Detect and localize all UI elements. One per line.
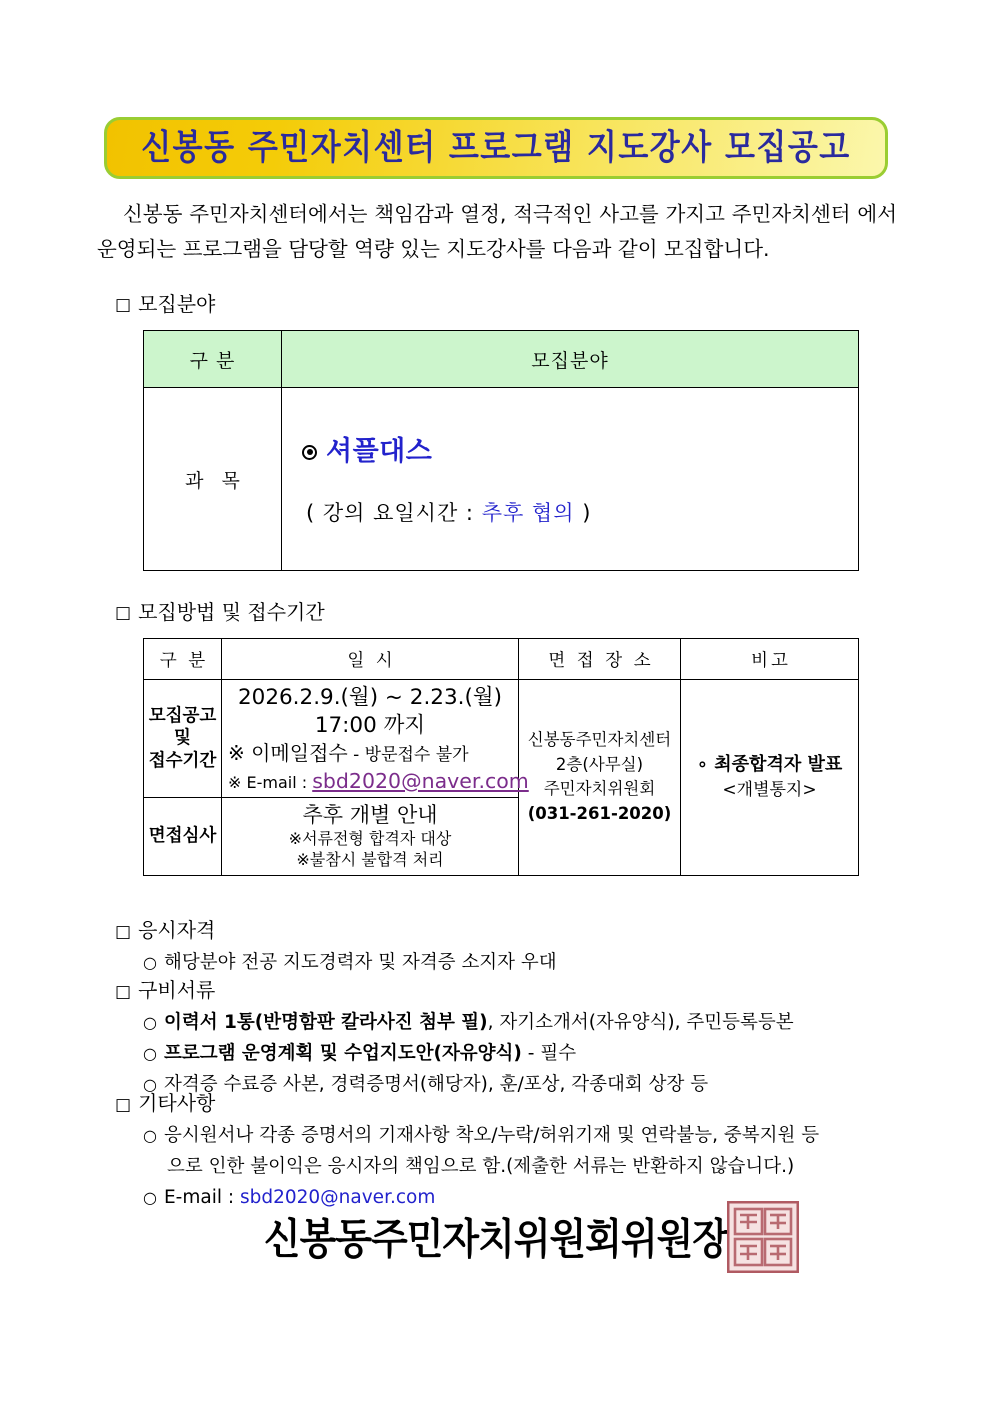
page-title: 신봉동 주민자치센터 프로그램 지도강사 모집공고 [141, 127, 851, 168]
td-application-period [222, 680, 529, 798]
intro-line-1: 신봉동 주민자치센터에서는 책임감과 열정, 적극적인 사고를 가지고 주민자치센터 [123, 202, 851, 226]
td-notice-period-label [144, 680, 222, 798]
circle-bullet-icon: ○ [143, 1126, 157, 1145]
td-interview-detail [222, 797, 519, 875]
document-item-3-rest: 자격증 수료증 사본, 경력증명서(해당자), 훈/포상, 각종대회 상장 등 [163, 1074, 709, 1095]
title-banner [104, 117, 888, 179]
place-line-1: 신봉동주민자치센터 [527, 729, 672, 749]
contact-email-value[interactable]: sbd2020@naver.com [239, 1187, 436, 1208]
list-item [115, 1038, 905, 1069]
th-interview-place: 면 접 장 소 [519, 639, 681, 680]
section5-heading-label: 기타사항 [138, 1091, 216, 1115]
section1-heading-label: 모집분야 [138, 292, 216, 316]
signature-text: 신봉동주민자치위원회위원장 [263, 1215, 729, 1264]
list-item [115, 1007, 905, 1038]
application-method-rest: - 방문접수 불가 [347, 744, 469, 765]
section3-heading [115, 915, 905, 947]
interview-main-text: 추후 개별 안내 [302, 802, 438, 827]
square-bullet-icon: □ [115, 1095, 132, 1115]
table-row [144, 639, 859, 680]
section-other-matters [115, 1088, 905, 1213]
section-heading-method-period [115, 600, 325, 624]
document-item-2-rest: - 필수 [521, 1043, 577, 1064]
remarks-text: 최종합격자 발표 [714, 754, 843, 776]
section-heading-recruit-field [115, 292, 215, 316]
td-interview-place [519, 680, 681, 876]
email-label: ※ E-mail : [228, 772, 313, 792]
th-remarks: 비고 [681, 639, 859, 680]
application-deadline: 17:00 까지 [314, 712, 426, 738]
notice-label-line-3: 접수기간 [148, 750, 217, 771]
other-matter-line-1: 응시원서나 각종 증명서의 기재사항 착오/누락/허위기재 및 연락불능, 중복지원 등 [163, 1125, 820, 1146]
list-item [115, 947, 905, 978]
email-link[interactable]: sbd2020@naver.com [312, 768, 529, 793]
table-row [144, 388, 859, 571]
circle-bullet-icon: ○ [143, 1075, 157, 1094]
td-subject-label: 과 목 [144, 388, 282, 571]
th-recruit-field: 모집분야 [282, 331, 859, 388]
course-name-row [302, 437, 854, 467]
square-bullet-icon: □ [115, 603, 132, 623]
circle-bullet-icon: ○ [143, 1044, 157, 1063]
document-item-1-bold: 이력서 1통(반명함판 칼라사진 첨부 필) [163, 1012, 488, 1033]
contact-email-label: E-mail : [163, 1187, 240, 1208]
table-row [144, 331, 859, 388]
application-method-note [228, 740, 512, 767]
th-datetime: 일 시 [222, 639, 519, 680]
application-method-mark: ※ 이메일접수 [228, 740, 348, 765]
circle-bullet-icon: ○ [143, 1188, 157, 1207]
official-seal-icon [727, 1201, 799, 1273]
schedule-suffix: ) [574, 500, 592, 525]
notice-label-line-1: 모집공고 [148, 705, 217, 726]
application-date-range: 2026.2.9.(월) ~ 2.23.(월) [237, 685, 503, 710]
square-bullet-icon: □ [115, 922, 132, 942]
th-division: 구 분 [144, 331, 282, 388]
remarks-line-2: <개별통지> [722, 780, 817, 801]
section4-heading-label: 구비서류 [138, 978, 216, 1002]
section-required-documents [115, 975, 905, 1100]
application-email-row [228, 768, 529, 793]
section2-heading-label: 모집방법 및 접수기간 [138, 600, 325, 624]
other-matter-line-2: 으로 인한 불이익은 응시자의 책임으로 함.(제출한 서류는 반환하지 않습니다.) [167, 1156, 795, 1177]
schedule-prefix: ( 강의 요일시간 : [306, 500, 482, 525]
document-item-2-bold: 프로그램 운영계획 및 수업지도안(자유양식) [163, 1043, 522, 1064]
square-bullet-icon: □ [115, 982, 132, 1002]
recruit-field-table [143, 330, 859, 571]
schedule-value: 추후 협의 [481, 500, 575, 525]
qualification-text: 해당분야 전공 지도경력자 및 자격증 소지자 우대 [163, 952, 557, 973]
place-phone-number: (031-261-2020) [527, 804, 672, 824]
section5-heading [115, 1088, 905, 1120]
td-subject-content [282, 388, 859, 571]
th-division: 구 분 [144, 639, 222, 680]
document-item-1-rest: , 자기소개서(자유양식), 주민등록등본 [487, 1012, 794, 1033]
course-name: 셔플대스 [326, 436, 433, 468]
place-line-2: 2층(사무실) [555, 754, 644, 774]
intro-paragraph [97, 197, 897, 267]
section4-heading [115, 975, 905, 1007]
title-banner-box [104, 117, 888, 179]
recruit-method-table [143, 638, 859, 876]
course-schedule-row [302, 497, 854, 527]
notice-label-line-2: 및 [174, 728, 191, 749]
intro-line-2: 에서 운영되는 프로그램을 담당할 역량 있는 지도강사를 다음과 같이 모집합니다. [97, 202, 897, 261]
place-line-3: 주민자치위원회 [543, 779, 656, 799]
section-qualification [115, 915, 905, 978]
small-circle-bullet-icon: ∘ [696, 754, 708, 776]
section3-heading-label: 응시자격 [138, 918, 216, 942]
interview-sub-text-1: ※서류전형 합격자 대상 [288, 829, 452, 849]
list-item [115, 1120, 905, 1151]
interview-sub-text-2: ※불참시 불합격 처리 [296, 849, 444, 869]
square-bullet-icon: □ [115, 295, 132, 315]
td-remarks [681, 680, 859, 876]
signature-block [0, 1208, 992, 1263]
list-item-continued [115, 1151, 905, 1182]
table-row [144, 680, 859, 798]
td-interview-label: 면접심사 [144, 797, 222, 875]
radio-bullet-icon [302, 445, 317, 460]
remarks-line-1 [685, 752, 854, 778]
circle-bullet-icon: ○ [143, 1013, 157, 1032]
circle-bullet-icon: ○ [143, 953, 157, 972]
